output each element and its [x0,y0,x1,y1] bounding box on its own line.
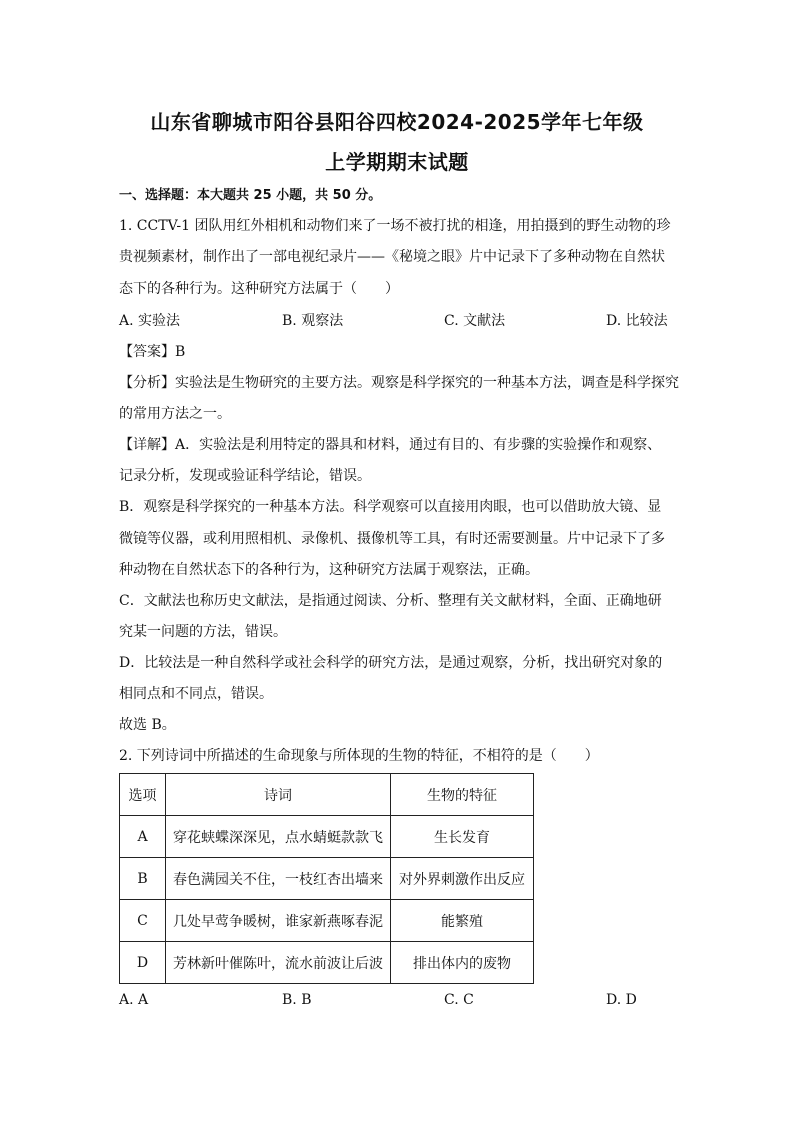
table-cell-option: A [120,816,166,858]
table-cell-poem: 芳林新叶催陈叶，流水前波让后波 [166,942,391,984]
q2-table [119,773,534,984]
q1-detail-line: 记录分析，发现或验证科学结论，错误。 [119,468,371,484]
document-title-line1: 山东省聊城市阳谷县阳谷四校2024-2025学年七年级 [150,110,644,134]
table-header-cell: 诗词 [166,774,391,816]
q1-stem-line: 1. CCTV-1 团队用红外相机和动物们来了一场不被打扰的相逢，用拍摄到的野生动物的珍 [119,218,671,234]
q1-stem-line: 态下的各种行为。这种研究方法属于（ ） [119,281,399,297]
q1-option-c: C. 文献法 [444,313,506,329]
table-cell-poem: 几处早莺争暖树，谁家新燕啄春泥 [166,900,391,942]
q1-detail-line: 微镜等仪器，或利用照相机、录像机、摄像机等工具，有时还需要测量。片中记录下了多 [119,531,665,547]
q1-detail-line: 究某一问题的方法，错误。 [119,624,287,640]
table-cell-option: C [120,900,166,942]
table-cell-poem: 春色满园关不住，一枝红杏出墙来 [166,858,391,900]
q2-stem: 2. 下列诗词中所描述的生命现象与所体现的生物的特征，不相符的是（ ） [119,748,599,764]
table-row [120,900,534,942]
q1-analysis-line: 的常用方法之一。 [119,406,231,422]
table-row [120,858,534,900]
table-cell-feature: 对外界刺激作出反应 [391,858,534,900]
section-heading: 一、选择题：本大题共 25 小题，共 50 分。 [119,188,382,203]
document-title-line2: 上学期期末试题 [325,150,469,174]
q1-answer: 【答案】B [119,344,186,360]
q1-detail-line: B．观察是科学探究的一种基本方法。科学观察可以直接用肉眼，也可以借助放大镜、显 [119,499,662,515]
table-header-cell: 选项 [120,774,166,816]
table-cell-feature: 排出体内的废物 [391,942,534,984]
q1-stem-line: 贵视频素材，制作出了一部电视纪录片——《秘境之眼》片中记录下了多种动物在自然状 [119,249,665,265]
q1-conclusion: 故选 B。 [119,717,176,733]
q2-option-b: B. B [282,992,312,1008]
table-header-cell: 生物的特征 [391,774,534,816]
q2-option-c: C. C [444,992,474,1008]
table-header-row [120,774,534,816]
table-cell-feature: 能繁殖 [391,900,534,942]
q1-option-b: B. 观察法 [282,313,344,329]
q1-detail-line: C．文献法也称历史文献法，是指通过阅读、分析、整理有关文献材料，全面、正确地研 [119,593,662,609]
q1-option-d: D. 比较法 [606,313,668,329]
q1-option-a: A. 实验法 [119,313,181,329]
q1-detail-line: 【详解】A．实验法是利用特定的器具和材料，通过有目的、有步骤的实验操作和观察、 [119,437,662,453]
q2-option-a: A. A [119,992,149,1008]
q1-detail-line: 相同点和不同点，错误。 [119,686,273,702]
q1-detail-line: 种动物在自然状态下的各种行为，这种研究方法属于观察法，正确。 [119,562,539,578]
table-cell-option: D [120,942,166,984]
table-cell-feature: 生长发育 [391,816,534,858]
q2-option-d: D. D [606,992,637,1008]
table-cell-poem: 穿花蛱蝶深深见，点水蜻蜓款款飞 [166,816,391,858]
table-row [120,816,534,858]
table-cell-option: B [120,858,166,900]
table-row [120,942,534,984]
q1-detail-line: D．比较法是一种自然科学或社会科学的研究方法，是通过观察，分析，找出研究对象的 [119,655,663,671]
q1-analysis-line: 【分析】实验法是生物研究的主要方法。观察是科学探究的一种基本方法，调查是科学探究 [119,375,679,391]
